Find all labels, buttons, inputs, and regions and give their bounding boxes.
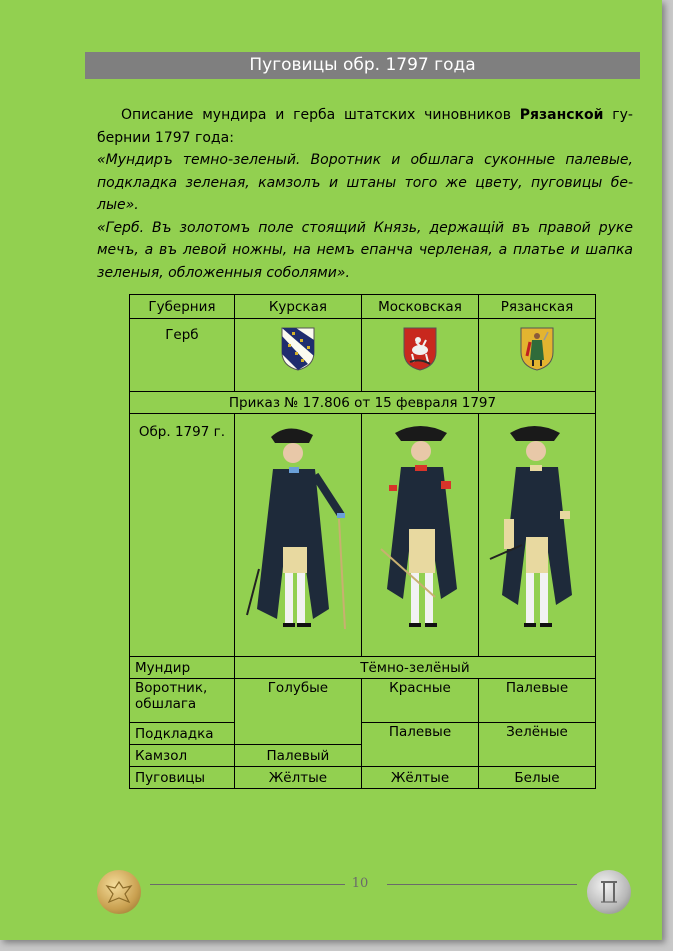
order-row [130, 392, 596, 414]
pugovitsy-moscow: Жёлтые [361, 767, 478, 789]
pugovitsy-row [130, 767, 596, 789]
kamzol-kursk: Палевый [234, 745, 361, 767]
header-ryazan: Рязанская [478, 295, 595, 319]
page-title: Пуговицы обр. 1797 года [85, 52, 640, 79]
vorotnik-ryazan: Палевые [478, 679, 595, 723]
vorotnik-moscow: Красные [361, 679, 478, 723]
gold-button-coin-icon [97, 870, 141, 914]
page-number: 10 [351, 876, 369, 891]
quote-coat-of-arms: «Герб. Въ золотомъ поле стоящий Князь, держащій въ правой руке мечъ, а въ левой ножны, на немъ епанча черленая, а платье и шапка зеленыя, обложенныя соболями». [97, 219, 633, 281]
podkladka-moscow: Палевые [361, 723, 478, 767]
pugovitsy-label: Пуговицы [130, 767, 235, 789]
silver-button-coin-icon [587, 870, 631, 914]
podkladka-label: Подкладка [130, 723, 235, 745]
gerb-moscow-cell [361, 319, 478, 392]
eagle-emblem-icon [97, 870, 141, 914]
kursk-official-figure [243, 419, 353, 651]
figure-moscow-cell [361, 414, 478, 657]
quote-uniform: «Мундиръ темно-зеленый. Воротник и обшлага суконные палевые, подкладка зеленая, камзолъ и штаны того же цвету, пуговицы бе-лые». [97, 152, 633, 213]
figure-row [130, 414, 596, 657]
podkladka-row [130, 723, 596, 745]
intro-text-before: Описание мундира и герба штатских чиновников [121, 107, 520, 123]
mundir-label: Мундир [130, 657, 235, 679]
intro-text [97, 104, 633, 284]
header-moscow: Московская [361, 295, 478, 319]
obr-label: Обр. 1797 г. [130, 414, 235, 657]
gerb-kursk-cell [234, 319, 361, 392]
moscow-coat-of-arms-icon [402, 326, 438, 372]
mundir-row [130, 657, 596, 679]
pugovitsy-kursk: Жёлтые [234, 767, 361, 789]
intro-text-after: гу-бернии 1797 года: [97, 107, 633, 146]
monogram-emblem-icon [587, 870, 631, 914]
vorotnik-row [130, 679, 596, 723]
footer-line-left [150, 884, 345, 885]
gerb-label: Герб [130, 319, 235, 392]
header-row [130, 295, 596, 319]
vorotnik-kursk: Голубые [234, 679, 361, 745]
intro-bold-word: Рязанской [519, 107, 604, 123]
vorotnik-label: Воротник, обшлага [130, 679, 235, 723]
figure-kursk-cell [234, 414, 361, 657]
footer-line-right [387, 884, 577, 885]
kursk-coat-of-arms-icon [280, 326, 316, 372]
uniform-table [129, 294, 596, 789]
podkladka-ryazan: Зелёные [478, 723, 595, 767]
order-text: Приказ № 17.806 от 15 февраля 1797 [130, 392, 596, 414]
gerb-row [130, 319, 596, 392]
figure-ryazan-cell [478, 414, 595, 657]
mundir-value: Тёмно-зелёный [234, 657, 595, 679]
header-kursk: Курская [234, 295, 361, 319]
moscow-official-figure [365, 419, 475, 651]
ryazan-coat-of-arms-icon [519, 326, 555, 372]
kamzol-label: Камзол [130, 745, 235, 767]
header-gubernia: Губерния [130, 295, 235, 319]
pugovitsy-ryazan: Белые [478, 767, 595, 789]
ryazan-official-figure [482, 419, 592, 651]
intro-paragraph [97, 104, 633, 149]
gerb-ryazan-cell [478, 319, 595, 392]
